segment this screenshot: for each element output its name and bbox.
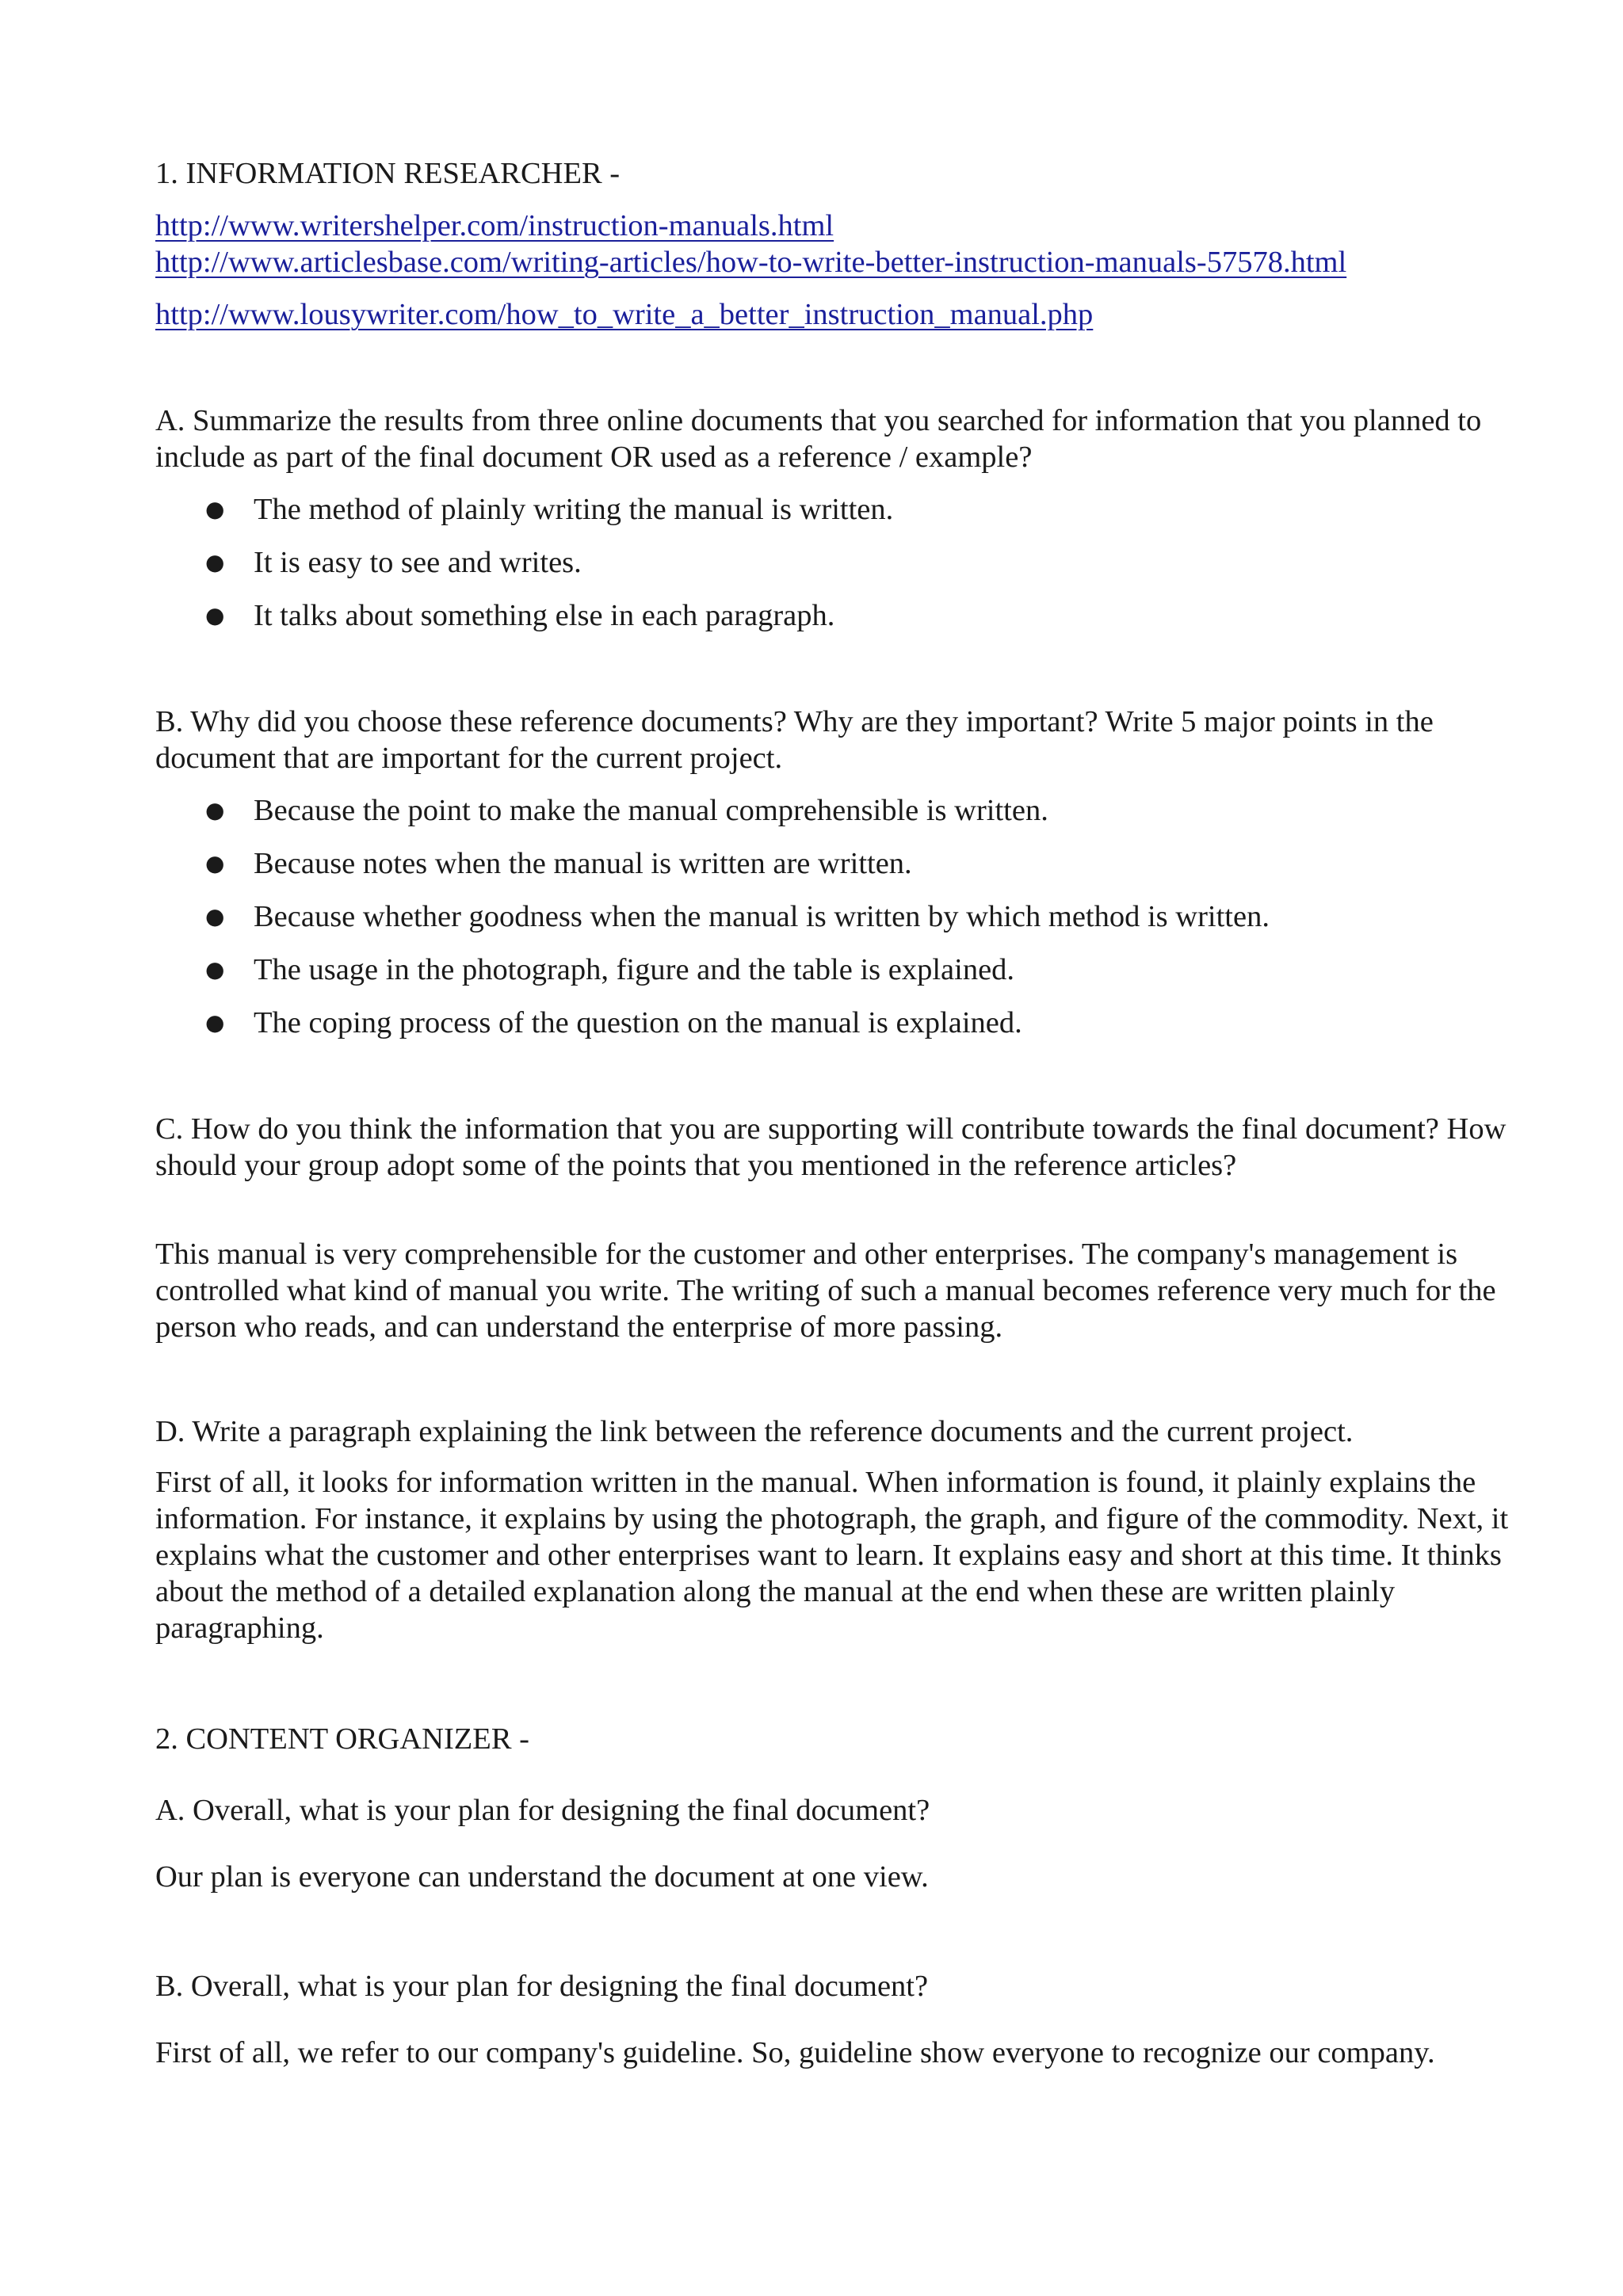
bullet-icon: ● [205,797,225,823]
list-item: ● Because whether goodness when the manual is written by which method is written. [205,900,1270,933]
list-item: ● The method of plainly writing the manual is written. [205,493,894,526]
reference-link-articlesbase[interactable]: http://www.articlesbase.com/writing-articles/how-to-write-better-instruction-manuals-57578.html [155,246,1347,279]
bullet-icon: ● [205,850,225,876]
section-2-heading: 2. CONTENT ORGANIZER - [155,1722,529,1756]
answer-1d: First of all, it looks for information written in the manual. When information is found, it plainly explains the information. For instance, it explains by using the photograph, the graph, and figure of the commodity. Next, it explains what the customer and other enterprises want to learn. It explains easy and short at this time. It thinks about the method of a detailed explanation along the manual at the end when these are written plainly paragraphing. [155,1466,1509,1645]
bullet-icon: ● [205,496,225,522]
bullet-icon: ● [205,1009,225,1035]
list-item: ● Because the point to make the manual comprehensible is written. [205,794,1048,827]
answer-1a-list [155,491,1518,650]
answer-1b-list [155,792,1518,1058]
answer-2b: First of all, we refer to our company's guideline. So, guideline show everyone to recognize our company. [155,2036,1435,2069]
section-1-heading: 1. INFORMATION RESEARCHER - [155,157,621,190]
question-1d: D. Write a paragraph explaining the link between the reference documents and the current project. [155,1415,1354,1448]
question-1a: A. Summarize the results from three online documents that you searched for information that you planned to include as part of the final document OR used as a reference / example? [155,404,1482,474]
reference-link-writershelper[interactable]: http://www.writershelper.com/instruction-manuals.html [155,209,834,242]
list-item: ● It talks about something else in each paragraph. [205,599,835,632]
question-1b: B. Why did you choose these reference documents? Why are they important? Write 5 major points in the document that are important for the current project. [155,705,1434,775]
bullet-icon: ● [205,602,225,628]
list-item: ● The coping process of the question on the manual is explained. [205,1006,1022,1039]
question-1c: C. How do you think the information that you are supporting will contribute towards the final document? How should your group adopt some of the points that you mentioned in the reference articles? [155,1112,1507,1182]
question-2a: A. Overall, what is your plan for designing the final document? [155,1794,930,1827]
bullet-icon: ● [205,549,225,575]
bullet-icon: ● [205,956,225,982]
bullet-icon: ● [205,903,225,929]
answer-2a: Our plan is everyone can understand the document at one view. [155,1860,929,1894]
question-2b: B. Overall, what is your plan for designing the final document? [155,1970,929,2003]
list-item: ● It is easy to see and writes. [205,546,582,579]
answer-1c: This manual is very comprehensible for the customer and other enterprises. The company's management is controlled what kind of manual you write. The writing of such a manual becomes reference very much for the person who reads, and can understand the enterprise of more passing. [155,1238,1496,1344]
list-item: ● Because notes when the manual is written are written. [205,847,912,880]
list-item: ● The usage in the photograph, figure and the table is explained. [205,953,1015,986]
reference-link-lousywriter[interactable]: http://www.lousywriter.com/how_to_write_a_better_instruction_manual.php [155,298,1094,331]
